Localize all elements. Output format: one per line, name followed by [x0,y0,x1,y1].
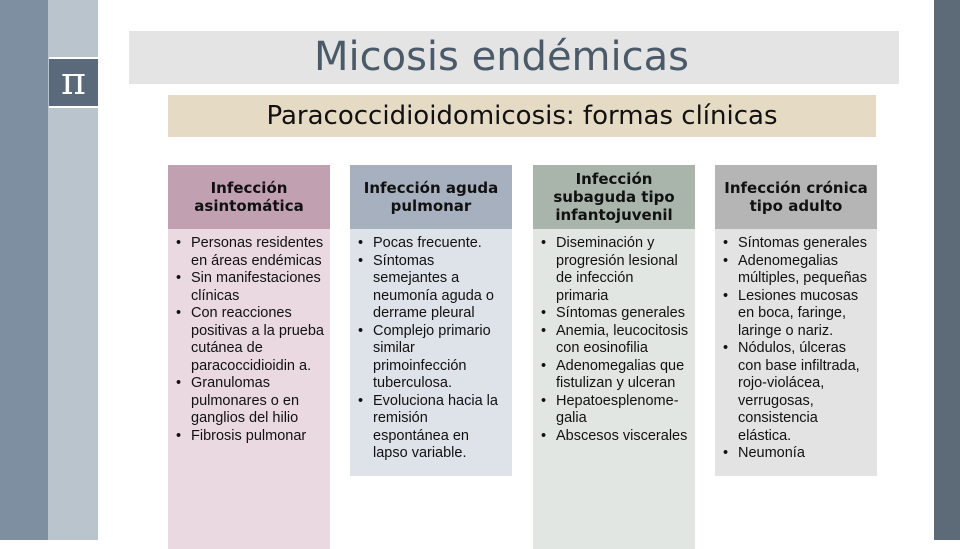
bullet-list [174,235,324,445]
column-body [533,229,695,549]
bullet-item: • Adenomegalias múltiples, pequeñas [721,253,871,288]
bullet-item: • Complejo primario similar primoinfección tuberculosa. [356,323,506,393]
bullet-item: • Fibrosis pulmonar [174,428,324,446]
bullet-item: • Lesiones mucosas en boca, faringe, laringe o nariz. [721,288,871,341]
bullet-item: • Adenomegalias que fistulizan y ulceran [539,358,689,393]
bullet-item: • Granulomas pulmonares o en ganglios del hilio [174,375,324,428]
column-header: Infección aguda pulmonar [350,165,512,229]
slide-subtitle: Paracoccidioidomicosis: formas clínicas [266,101,778,131]
column-body [350,229,512,476]
column-asintomatica [168,165,330,549]
column-body [715,229,877,476]
slide-title: Micosis endémicas [314,34,689,80]
pi-icon: π [49,57,98,108]
column-subaguda [533,165,695,549]
column-header: Infección crónica tipo adulto [715,165,877,229]
column-header: Infección asintomática [168,165,330,229]
bullet-item: • Síntomas generales [721,235,871,253]
left-decor-bar [0,0,48,540]
column-aguda-pulmonar [350,165,512,476]
column-body [168,229,330,549]
bullet-item: • Abscesos viscerales [539,428,689,446]
bullet-item: • Pocas frecuente. [356,235,506,253]
bullet-item: • Anemia, leucocitosis con eosinofilia [539,323,689,358]
bullet-item: • Síntomas semejantes a neumonía aguda o derrame pleural [356,253,506,323]
bullet-item: • Nódulos, úlceras con base infiltrada, rojo-violácea, verrugosas, consistencia elástica. [721,340,871,445]
bullet-item: • Neumonía [721,445,871,463]
right-decor-bar [934,0,960,540]
bullet-item: • Hepatoesplenome- galia [539,393,689,428]
bullet-list [721,235,871,463]
column-header: Infección subaguda tipo infantojuvenil [533,165,695,229]
bullet-item: • Diseminación y progresión lesional de infección primaria [539,235,689,305]
bullet-item: • Síntomas generales [539,305,689,323]
bullet-item: • Personas residentes en áreas endémicas [174,235,324,270]
bullet-list [356,235,506,463]
bullet-item: • Evoluciona hacia la remisión espontánea en lapso variable. [356,393,506,463]
column-cronica [715,165,877,476]
bullet-item: • Sin manifestaciones clínicas [174,270,324,305]
bullet-list [539,235,689,445]
bullet-item: • Con reacciones positivas a la prueba cutánea de paracoccidioidin a. [174,305,324,375]
